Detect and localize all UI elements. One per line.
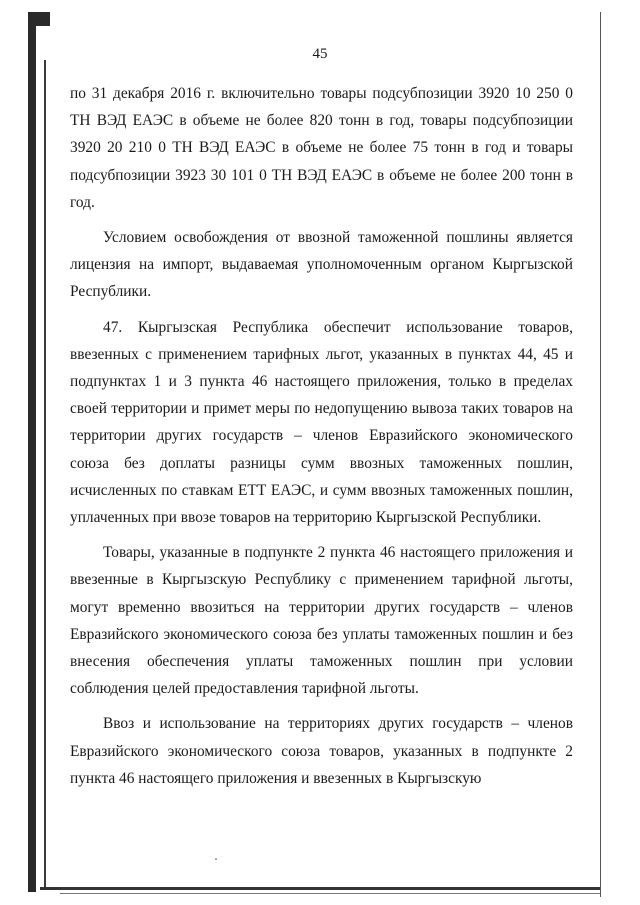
paragraph-license-condition: Условием освобождения от ввозной таможенной пошлины является лицензия на импорт, выдаваемая уполномоченным органом Кыргызской Республики. — [70, 229, 573, 301]
paragraph-point-47: 47. Кыргызская Республика обеспечит использование товаров, ввезенных с применением тарифных льгот, указанных в пунктах 44, 45 и подпунктах 1 и 3 пункта 46 настоящего приложения, только в пределах своей территории и примет меры по недопущению вывоза таких товаров на территории других государств – членов Евразийского экономического союза без доплаты разницы сумм ввозных таможенных пошлин, исчисленных по ставкам ЕТТ ЕАЭС, и сумм ввозных таможенных пошлин, уплаченных при ввозе товаров на территорию Кыргызской Республики. — [70, 318, 573, 527]
frame-bottom-line — [40, 887, 600, 890]
page-number: 45 — [312, 46, 328, 62]
paragraph-continuation: по 31 декабря 2016 г. включительно товары подсубпозиции 3920 10 250 0 ТН ВЭД ЕАЭС в объеме не более 820 тонн в год, товары подсубпозиции 3920 20 210 0 ТН ВЭД ЕАЭС в объеме не более 75 тонн в год и товары подсубпозиции 3923 30 101 0 ТН ВЭД ЕАЭС в объеме не более 200 тонн в год. — [70, 85, 573, 211]
paragraph-temporary-import: Товары, указанные в подпункте 2 пункта 46 настоящего приложения и ввезенные в Кыргызскую Республику с применением тарифной льготы, могут временно ввозиться на территории других государств – членов Евразийского экономического союза без уплаты таможенных пошлин и без внесения обеспечения уплаты таможенных пошлин при условии соблюдения целей предоставления тарифной льготы. — [70, 544, 573, 698]
binding-edge — [28, 12, 36, 892]
body-text — [70, 80, 573, 792]
scan-speck — [215, 858, 217, 860]
paragraph-import-use: Ввоз и использование на территориях других государств – членов Евразийского экономического союза товаров, указанных в подпункте 2 пункта 46 настоящего приложения и ввезенных в Кыргызскую — [70, 715, 573, 787]
binding-edge-line — [44, 60, 46, 890]
frame-bottom-line-secondary — [60, 893, 600, 894]
frame-right-line — [600, 12, 601, 897]
